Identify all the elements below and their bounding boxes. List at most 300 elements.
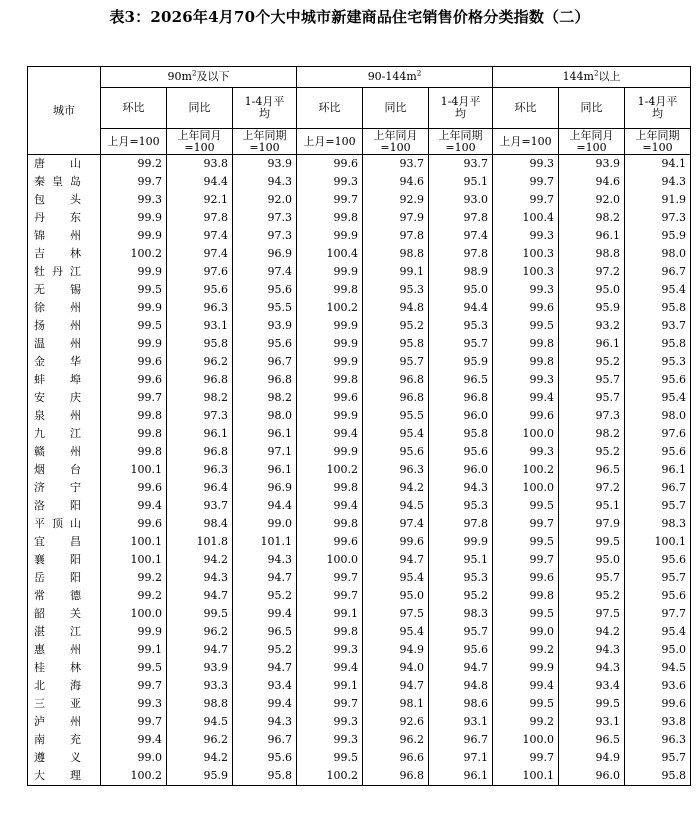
city-name: 牡丹江 [28, 263, 101, 281]
index-value: 99.3 [493, 281, 559, 299]
index-value: 96.8 [363, 371, 429, 389]
index-value: 95.8 [625, 335, 691, 353]
group-header-over-144: $144m^2$以上 [493, 67, 691, 88]
sub-header-row [28, 88, 691, 129]
table-row [28, 569, 691, 587]
index-value: 97.7 [625, 605, 691, 623]
index-value: 95.9 [167, 767, 233, 786]
city-name: 湛江 [28, 623, 101, 641]
index-value: 97.6 [167, 263, 233, 281]
index-value: 94.2 [559, 623, 625, 641]
index-value: 100.4 [493, 209, 559, 227]
index-value: 94.8 [429, 677, 493, 695]
index-value: 99.4 [233, 605, 297, 623]
index-value: 99.5 [559, 533, 625, 551]
index-value: 99.8 [101, 407, 167, 425]
index-value: 94.3 [625, 173, 691, 191]
table-row [28, 551, 691, 569]
index-value: 95.8 [625, 299, 691, 317]
index-value: 95.0 [559, 281, 625, 299]
city-name: 安庆 [28, 389, 101, 407]
index-value: 99.1 [297, 605, 363, 623]
index-value: 98.2 [167, 389, 233, 407]
ytd-avg-header: 1-4月平均 [625, 88, 691, 129]
index-value: 100.1 [625, 533, 691, 551]
index-value: 95.6 [233, 281, 297, 299]
index-value: 94.4 [233, 497, 297, 515]
index-value: 99.7 [493, 749, 559, 767]
mom-base-header: 上月=100 [101, 129, 167, 155]
index-value: 95.7 [625, 569, 691, 587]
index-value: 95.2 [559, 353, 625, 371]
index-value: 95.9 [559, 299, 625, 317]
index-value: 94.6 [559, 173, 625, 191]
index-value: 100.2 [297, 767, 363, 786]
ytd-avg-header: 1-4月平均 [429, 88, 493, 129]
index-value: 96.1 [559, 227, 625, 245]
index-value: 94.1 [625, 155, 691, 174]
table-row [28, 263, 691, 281]
index-value: 94.0 [363, 659, 429, 677]
index-value: 99.9 [101, 263, 167, 281]
index-value: 99.9 [101, 623, 167, 641]
index-value: 101.1 [233, 533, 297, 551]
index-value: 99.6 [101, 353, 167, 371]
index-value: 99.5 [101, 281, 167, 299]
index-value: 95.8 [167, 335, 233, 353]
index-value: 95.7 [363, 353, 429, 371]
table-row [28, 173, 691, 191]
table-row [28, 227, 691, 245]
index-value: 94.4 [429, 299, 493, 317]
index-value: 94.2 [167, 551, 233, 569]
index-value: 99.8 [297, 281, 363, 299]
index-value: 97.2 [559, 479, 625, 497]
index-value: 96.8 [363, 389, 429, 407]
index-value: 97.3 [625, 209, 691, 227]
index-value: 93.7 [625, 317, 691, 335]
index-value: 100.1 [101, 533, 167, 551]
index-value: 99.5 [493, 605, 559, 623]
index-value: 96.1 [167, 425, 233, 443]
index-value: 98.2 [559, 425, 625, 443]
index-value: 94.6 [363, 173, 429, 191]
index-value: 95.6 [625, 371, 691, 389]
index-value: 95.7 [625, 497, 691, 515]
city-name: 赣州 [28, 443, 101, 461]
index-value: 99.5 [559, 695, 625, 713]
index-value: 100.2 [101, 245, 167, 263]
index-value: 100.0 [493, 731, 559, 749]
mom-base-header: 上月=100 [297, 129, 363, 155]
index-value: 93.2 [559, 317, 625, 335]
index-value: 99.9 [429, 533, 493, 551]
index-value: 94.8 [363, 299, 429, 317]
index-value: 97.2 [559, 263, 625, 281]
group-header-under-90: $90m^2$及以下 [101, 67, 297, 88]
index-value: 99.4 [233, 695, 297, 713]
index-value: 99.6 [493, 407, 559, 425]
index-value: 96.9 [233, 479, 297, 497]
index-value: 99.7 [297, 569, 363, 587]
index-value: 94.9 [363, 641, 429, 659]
index-value: 100.3 [493, 263, 559, 281]
index-value: 99.0 [493, 623, 559, 641]
table-row [28, 533, 691, 551]
index-value: 99.4 [493, 677, 559, 695]
mom-base-header: 上月=100 [493, 129, 559, 155]
city-name: 韶关 [28, 605, 101, 623]
index-value: 96.4 [167, 479, 233, 497]
index-value: 99.8 [297, 515, 363, 533]
index-value: 91.9 [625, 191, 691, 209]
table-row [28, 479, 691, 497]
index-value: 95.4 [363, 425, 429, 443]
index-value: 99.6 [297, 389, 363, 407]
index-value: 95.6 [625, 587, 691, 605]
table-row [28, 497, 691, 515]
index-value: 95.7 [559, 569, 625, 587]
index-value: 97.8 [363, 227, 429, 245]
index-value: 96.8 [167, 443, 233, 461]
index-value: 100.1 [101, 551, 167, 569]
index-value: 95.2 [559, 443, 625, 461]
yoy-header: 同比 [167, 88, 233, 129]
index-value: 92.1 [167, 191, 233, 209]
index-value: 97.8 [167, 209, 233, 227]
index-value: 95.9 [429, 353, 493, 371]
yoy-header: 同比 [559, 88, 625, 129]
index-value: 97.3 [233, 209, 297, 227]
index-value: 99.5 [297, 749, 363, 767]
index-value: 96.0 [559, 767, 625, 786]
index-value: 95.4 [625, 623, 691, 641]
index-value: 99.7 [297, 587, 363, 605]
index-value: 99.0 [233, 515, 297, 533]
index-value: 99.3 [297, 173, 363, 191]
index-value: 98.2 [233, 389, 297, 407]
index-value: 95.8 [429, 425, 493, 443]
index-value: 95.5 [233, 299, 297, 317]
index-value: 96.1 [625, 461, 691, 479]
index-value: 95.6 [363, 443, 429, 461]
index-value: 99.8 [493, 335, 559, 353]
index-value: 95.1 [429, 173, 493, 191]
index-value: 99.3 [297, 641, 363, 659]
index-value: 96.7 [625, 479, 691, 497]
index-value: 96.0 [429, 407, 493, 425]
index-value: 95.8 [363, 335, 429, 353]
index-value: 99.9 [297, 443, 363, 461]
index-value: 98.4 [167, 515, 233, 533]
table-row [28, 461, 691, 479]
index-value: 95.3 [429, 569, 493, 587]
index-value: 99.8 [101, 425, 167, 443]
table-row [28, 353, 691, 371]
mom-header: 环比 [493, 88, 559, 129]
index-value: 99.6 [297, 533, 363, 551]
city-name: 温州 [28, 335, 101, 353]
index-value: 93.7 [429, 155, 493, 174]
index-value: 95.2 [233, 641, 297, 659]
table-row [28, 335, 691, 353]
index-value: 97.5 [559, 605, 625, 623]
index-value: 99.2 [101, 569, 167, 587]
index-value: 95.1 [429, 551, 493, 569]
index-value: 99.6 [297, 155, 363, 174]
index-value: 94.7 [233, 569, 297, 587]
index-value: 96.2 [167, 623, 233, 641]
index-value: 95.2 [559, 587, 625, 605]
index-value: 97.4 [363, 515, 429, 533]
table-row [28, 299, 691, 317]
city-name: 岳阳 [28, 569, 101, 587]
index-value: 96.3 [167, 461, 233, 479]
table-row [28, 425, 691, 443]
index-value: 100.0 [493, 425, 559, 443]
index-value: 98.0 [233, 407, 297, 425]
ytd-avg-header: 1-4月平均 [233, 88, 297, 129]
index-value: 99.1 [101, 641, 167, 659]
index-value: 96.5 [559, 731, 625, 749]
index-value: 97.1 [233, 443, 297, 461]
index-value: 99.6 [363, 533, 429, 551]
index-value: 99.9 [101, 227, 167, 245]
index-value: 99.4 [493, 389, 559, 407]
yoy-header: 同比 [363, 88, 429, 129]
index-value: 93.9 [167, 659, 233, 677]
yoy-base-header: 上年同月=100 [363, 129, 429, 155]
index-value: 95.0 [429, 281, 493, 299]
index-value: 96.2 [363, 731, 429, 749]
table-row [28, 515, 691, 533]
index-value: 95.4 [625, 389, 691, 407]
index-value: 99.8 [493, 587, 559, 605]
index-value: 93.0 [429, 191, 493, 209]
index-value: 100.0 [493, 479, 559, 497]
city-name: 襄阳 [28, 551, 101, 569]
table-row [28, 371, 691, 389]
price-index-table [27, 66, 691, 786]
index-value: 95.3 [625, 353, 691, 371]
index-value: 99.9 [297, 263, 363, 281]
index-value: 95.4 [625, 281, 691, 299]
index-value: 96.0 [429, 461, 493, 479]
index-value: 96.7 [233, 353, 297, 371]
table-row [28, 731, 691, 749]
index-value: 96.1 [233, 425, 297, 443]
index-value: 94.5 [363, 497, 429, 515]
index-value: 97.4 [429, 227, 493, 245]
index-value: 96.8 [233, 371, 297, 389]
city-name: 吉林 [28, 245, 101, 263]
index-value: 95.5 [363, 407, 429, 425]
index-value: 95.6 [233, 335, 297, 353]
index-value: 92.9 [363, 191, 429, 209]
index-value: 99.9 [297, 335, 363, 353]
ytd-base-header: 上年同期=100 [233, 129, 297, 155]
index-value: 96.6 [363, 749, 429, 767]
index-value: 95.2 [233, 587, 297, 605]
table-row [28, 389, 691, 407]
index-value: 95.8 [233, 767, 297, 786]
index-value: 93.8 [625, 713, 691, 731]
index-value: 99.1 [297, 677, 363, 695]
index-value: 99.7 [101, 713, 167, 731]
index-value: 96.2 [167, 353, 233, 371]
index-value: 94.3 [233, 713, 297, 731]
base-header-row [28, 129, 691, 155]
city-name: 桂林 [28, 659, 101, 677]
index-value: 99.9 [297, 407, 363, 425]
index-value: 96.9 [233, 245, 297, 263]
index-value: 93.1 [167, 317, 233, 335]
index-value: 99.2 [101, 587, 167, 605]
table-row [28, 281, 691, 299]
city-name: 遵义 [28, 749, 101, 767]
index-value: 99.9 [101, 335, 167, 353]
table-row [28, 605, 691, 623]
index-value: 98.8 [559, 245, 625, 263]
index-value: 99.7 [493, 173, 559, 191]
index-value: 96.1 [429, 767, 493, 786]
index-value: 96.5 [429, 371, 493, 389]
index-value: 93.4 [233, 677, 297, 695]
index-value: 98.2 [559, 209, 625, 227]
index-value: 98.8 [167, 695, 233, 713]
city-name: 蚌埠 [28, 371, 101, 389]
city-name: 唐山 [28, 155, 101, 174]
index-value: 95.0 [559, 551, 625, 569]
index-value: 94.3 [167, 569, 233, 587]
index-value: 97.8 [429, 515, 493, 533]
index-value: 99.9 [297, 353, 363, 371]
city-name: 烟台 [28, 461, 101, 479]
index-value: 99.4 [297, 497, 363, 515]
table-row [28, 209, 691, 227]
index-value: 96.7 [233, 731, 297, 749]
index-value: 99.6 [493, 299, 559, 317]
index-value: 98.0 [625, 245, 691, 263]
index-value: 99.3 [101, 695, 167, 713]
index-value: 99.8 [297, 209, 363, 227]
index-value: 94.9 [559, 749, 625, 767]
index-value: 93.3 [167, 677, 233, 695]
table-row [28, 155, 691, 174]
index-value: 96.7 [625, 263, 691, 281]
index-value: 98.6 [429, 695, 493, 713]
index-value: 97.8 [429, 209, 493, 227]
index-value: 95.2 [429, 587, 493, 605]
index-value: 100.1 [493, 767, 559, 786]
group-header-90-144: $90-144m^2$ [297, 67, 493, 88]
index-value: 99.4 [101, 497, 167, 515]
city-name: 徐州 [28, 299, 101, 317]
index-value: 99.7 [297, 191, 363, 209]
city-name: 扬州 [28, 317, 101, 335]
index-value: 93.7 [167, 497, 233, 515]
city-name: 平顶山 [28, 515, 101, 533]
index-value: 99.8 [297, 479, 363, 497]
index-value: 96.8 [167, 371, 233, 389]
index-value: 93.6 [625, 677, 691, 695]
index-value: 96.5 [559, 461, 625, 479]
index-value: 99.8 [101, 443, 167, 461]
index-value: 96.1 [233, 461, 297, 479]
index-value: 94.3 [233, 551, 297, 569]
index-value: 95.3 [429, 317, 493, 335]
index-value: 95.1 [559, 497, 625, 515]
mom-header: 环比 [101, 88, 167, 129]
index-value: 99.5 [493, 497, 559, 515]
index-value: 96.7 [429, 731, 493, 749]
table-row [28, 767, 691, 786]
yoy-base-header: 上年同月=100 [559, 129, 625, 155]
index-value: 94.5 [167, 713, 233, 731]
index-value: 100.2 [297, 461, 363, 479]
table-row [28, 641, 691, 659]
index-value: 92.0 [233, 191, 297, 209]
index-value: 99.4 [101, 731, 167, 749]
index-value: 98.3 [625, 515, 691, 533]
index-value: 96.5 [233, 623, 297, 641]
index-value: 100.3 [493, 245, 559, 263]
city-name: 洛阳 [28, 497, 101, 515]
index-value: 95.3 [429, 497, 493, 515]
table-header [28, 67, 691, 155]
index-value: 98.8 [363, 245, 429, 263]
index-value: 94.2 [167, 749, 233, 767]
index-value: 99.9 [101, 299, 167, 317]
city-name: 济宁 [28, 479, 101, 497]
index-value: 95.6 [429, 641, 493, 659]
index-value: 97.6 [625, 425, 691, 443]
index-value: 100.0 [101, 605, 167, 623]
index-value: 97.9 [363, 209, 429, 227]
index-value: 95.7 [559, 371, 625, 389]
mom-header: 环比 [297, 88, 363, 129]
index-value: 100.2 [297, 299, 363, 317]
index-value: 100.2 [101, 767, 167, 786]
table-title: 表3：2026年4月70个大中城市新建商品住宅销售价格分类指数（二） [109, 8, 590, 26]
index-value: 99.7 [493, 551, 559, 569]
index-value: 95.6 [167, 281, 233, 299]
index-value: 97.1 [429, 749, 493, 767]
index-value: 95.7 [429, 335, 493, 353]
city-name: 锦州 [28, 227, 101, 245]
table-row [28, 245, 691, 263]
index-value: 94.3 [559, 659, 625, 677]
city-name: 南充 [28, 731, 101, 749]
index-value: 99.6 [493, 569, 559, 587]
table-row [28, 317, 691, 335]
table-row [28, 191, 691, 209]
index-value: 100.0 [297, 551, 363, 569]
index-value: 99.3 [297, 713, 363, 731]
index-value: 99.3 [101, 191, 167, 209]
index-value: 100.2 [493, 461, 559, 479]
index-value: 95.4 [363, 623, 429, 641]
index-value: 95.6 [233, 749, 297, 767]
index-value: 93.1 [429, 713, 493, 731]
index-value: 99.6 [101, 371, 167, 389]
table-row [28, 713, 691, 731]
city-name: 三亚 [28, 695, 101, 713]
index-value: 99.5 [493, 695, 559, 713]
city-name: 惠州 [28, 641, 101, 659]
index-value: 93.9 [233, 317, 297, 335]
index-value: 96.3 [625, 731, 691, 749]
